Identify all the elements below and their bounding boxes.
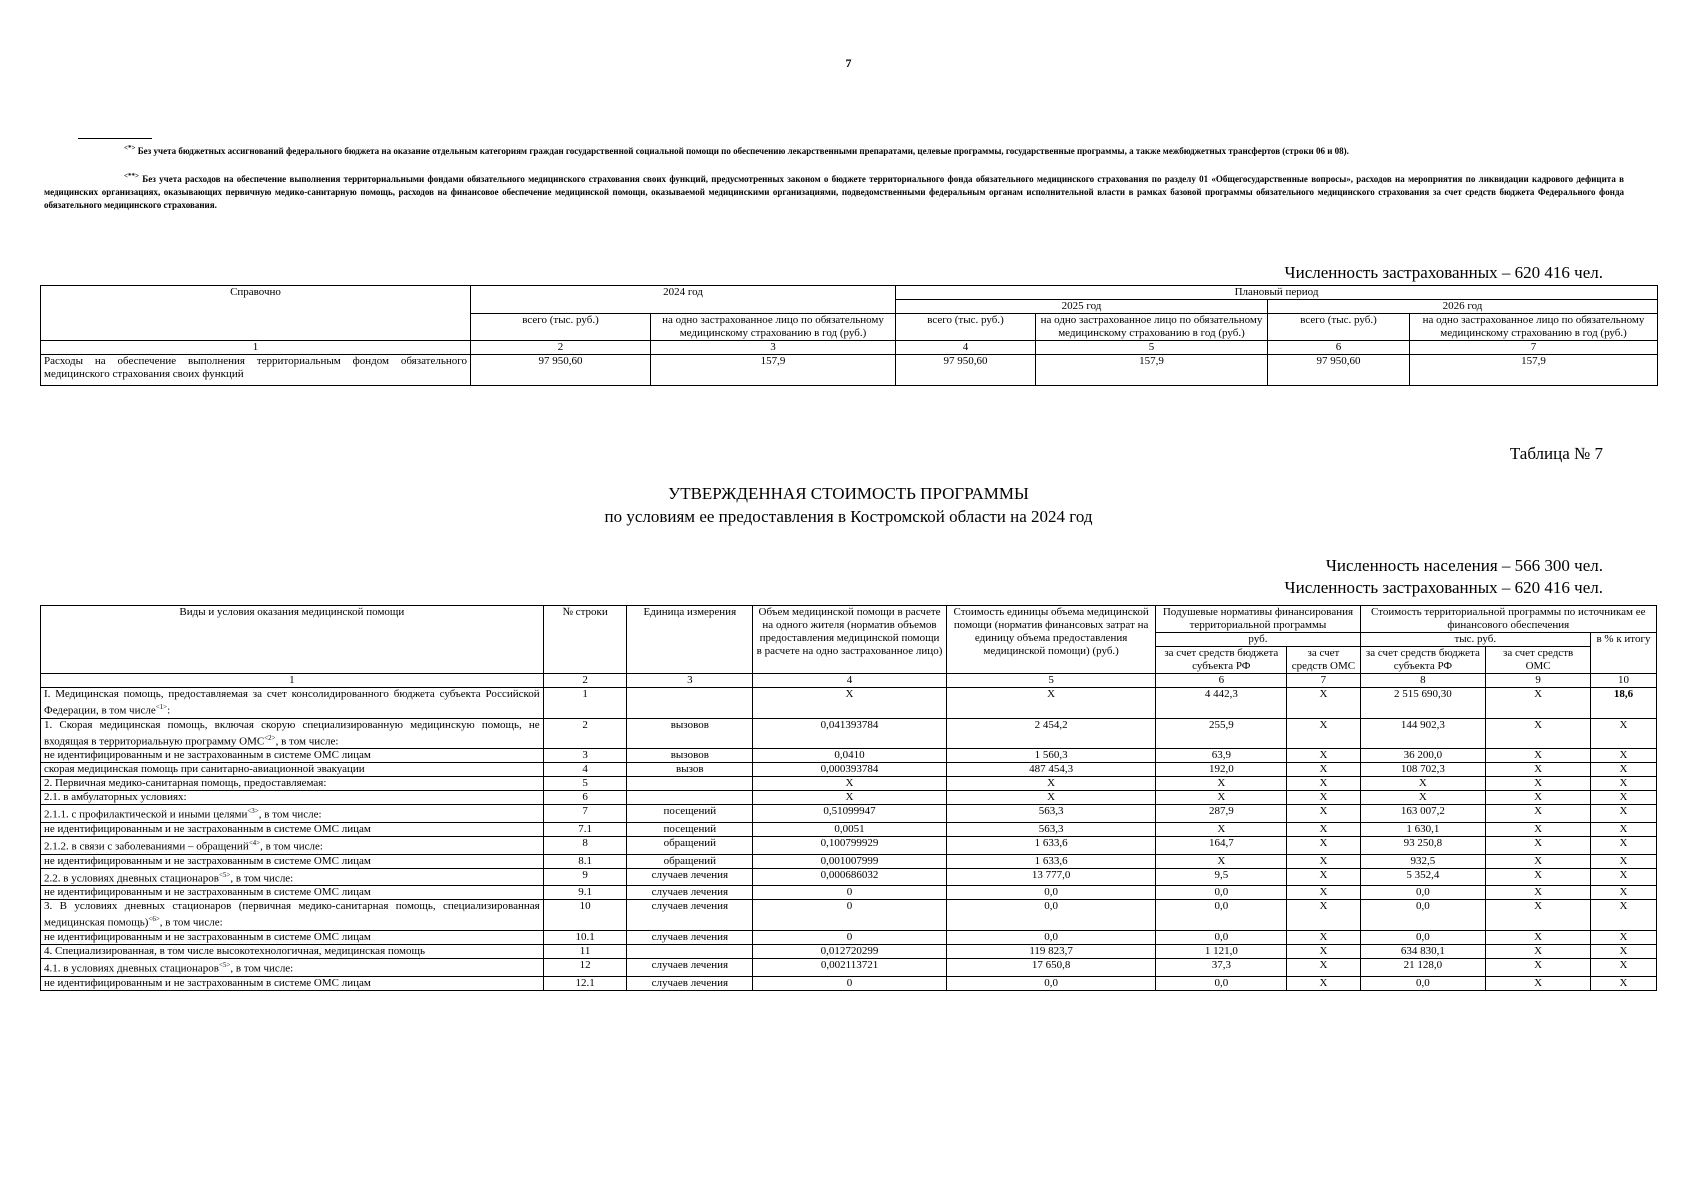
cost-oms-cell: X: [1486, 749, 1591, 763]
volume-cell: 0,100799929: [753, 836, 947, 854]
volume-cell: X: [753, 791, 947, 805]
percap-oms-cell: X: [1287, 886, 1360, 900]
footnote-ref: <5>: [219, 960, 231, 969]
footnote-ref: <5>: [219, 870, 231, 879]
cost-oms-cell: X: [1486, 930, 1591, 944]
row-number: 12.1: [543, 976, 627, 990]
column-number: 10: [1590, 674, 1656, 688]
row-label: Расходы на обеспечение выполнения территориальным фондом обязательного медицинского страхования своих функций: [41, 355, 471, 386]
cost-oms-cell: X: [1486, 718, 1591, 749]
volume-cell: 0,012720299: [753, 944, 947, 958]
row-label-text: 4.1. в условиях дневных стационаров: [44, 962, 219, 975]
header-row-number: № строки: [543, 606, 627, 674]
row-label-text: скорая медицинская помощь при санитарно-авиационной эвакуации: [44, 763, 365, 776]
cost-budget-cell: X: [1360, 791, 1486, 805]
unit-cost-cell: 13 777,0: [946, 868, 1155, 886]
percap-budget-cell: 0,0: [1156, 886, 1287, 900]
footnote-ref: <2>: [264, 733, 276, 742]
row-label: [41, 688, 544, 719]
unit-cell: случаев лечения: [627, 976, 753, 990]
row-number: 11: [543, 944, 627, 958]
percap-oms-cell: X: [1287, 688, 1360, 719]
page-title: УТВЕРЖДЕННАЯ СТОИМОСТЬ ПРОГРАММЫ: [668, 484, 1029, 503]
header-2025: 2025 год: [896, 300, 1268, 314]
percent-cell: X: [1590, 976, 1656, 990]
cost-oms-cell: X: [1486, 958, 1591, 976]
unit-cell: вызовов: [627, 718, 753, 749]
volume-cell: 0: [753, 930, 947, 944]
unit-cost-cell: 1 633,6: [946, 836, 1155, 854]
row-number: 2: [543, 718, 627, 749]
row-label: [41, 854, 544, 868]
table-row: [41, 805, 1657, 823]
volume-cell: 0: [753, 886, 947, 900]
percap-oms-cell: X: [1287, 976, 1360, 990]
column-number: 5: [946, 674, 1155, 688]
table-row: [41, 854, 1657, 868]
volume-cell: X: [753, 688, 947, 719]
percap-budget-cell: 1 121,0: [1156, 944, 1287, 958]
percent-cell: X: [1590, 854, 1656, 868]
unit-cell: посещений: [627, 805, 753, 823]
unit-cell: посещений: [627, 822, 753, 836]
row-number: 10.1: [543, 930, 627, 944]
footnote-1-text: Без учета бюджетных ассигнований федерального бюджета на оказание отдельным категориям граждан государственной социальной помощи по обеспечению лекарственными препаратами, целевые программы, государственные программы, а также межбюджетных трансфертов (строки 06 и 08).: [137, 146, 1349, 156]
column-number: 7: [1287, 674, 1360, 688]
unit-cost-cell: 1 560,3: [946, 749, 1155, 763]
percap-budget-cell: X: [1156, 777, 1287, 791]
percap-budget-cell: 255,9: [1156, 718, 1287, 749]
percap-budget-cell: 0,0: [1156, 900, 1287, 931]
unit-cost-cell: 487 454,3: [946, 763, 1155, 777]
cost-oms-cell: X: [1486, 805, 1591, 823]
row-number: 12: [543, 958, 627, 976]
column-number: 7: [1410, 341, 1658, 355]
cost-oms-cell: X: [1486, 763, 1591, 777]
unit-cost-cell: 563,3: [946, 822, 1155, 836]
row-label: [41, 718, 544, 749]
cost-oms-cell: X: [1486, 976, 1591, 990]
cell: 97 950,60: [896, 355, 1036, 386]
row-label: [41, 777, 544, 791]
percap-oms-cell: X: [1287, 958, 1360, 976]
header-2024: 2024 год: [471, 286, 896, 314]
volume-cell: 0: [753, 900, 947, 931]
row-number: 8.1: [543, 854, 627, 868]
column-number: 8: [1360, 674, 1486, 688]
percap-budget-cell: 63,9: [1156, 749, 1287, 763]
header-total: всего (тыс. руб.): [471, 314, 651, 341]
row-label-text: 2. Первичная медико-санитарная помощь, предоставляемая:: [44, 777, 327, 790]
percent-cell: X: [1590, 868, 1656, 886]
table-row: [41, 749, 1657, 763]
volume-cell: 0,000686032: [753, 868, 947, 886]
cell: 157,9: [1036, 355, 1268, 386]
row-label: [41, 822, 544, 836]
cost-budget-cell: 932,5: [1360, 854, 1486, 868]
footnote-2-mark: <**>: [124, 172, 139, 180]
header-oms: за счет средств ОМС: [1287, 647, 1360, 674]
row-number: 6: [543, 791, 627, 805]
percap-budget-cell: X: [1156, 822, 1287, 836]
percap-oms-cell: X: [1287, 763, 1360, 777]
cost-budget-cell: 0,0: [1360, 886, 1486, 900]
unit-cell: случаев лечения: [627, 958, 753, 976]
percap-budget-cell: 4 442,3: [1156, 688, 1287, 719]
column-number: 2: [471, 341, 651, 355]
row-label: [41, 805, 544, 823]
cost-oms-cell: X: [1486, 791, 1591, 805]
row-label-tail: , в том числе:: [258, 808, 322, 821]
cost-budget-cell: 93 250,8: [1360, 836, 1486, 854]
cost-budget-cell: 108 702,3: [1360, 763, 1486, 777]
row-label-text: 1. Скорая медицинская помощь, включая скорую специализированную медицинскую помощь, не входящая в территориальную программу ОМС: [44, 718, 540, 748]
header-volume: Объем медицинской помощи в расчете на одного жителя (норматив объемов предоставления медицинской помощи в расчете на одно застрахованное лицо): [753, 606, 947, 674]
row-label-text: 2.1.2. в связи с заболеваниями – обращений: [44, 840, 249, 853]
row-label-tail: , в том числе:: [260, 840, 323, 853]
header-total: всего (тыс. руб.): [896, 314, 1036, 341]
header-budget: за счет средств бюджета субъекта РФ: [1156, 647, 1287, 674]
unit-cost-cell: 17 650,8: [946, 958, 1155, 976]
column-number: 2: [543, 674, 627, 688]
header-reference: Справочно: [41, 286, 471, 341]
unit-cell: случаев лечения: [627, 868, 753, 886]
percap-oms-cell: X: [1287, 805, 1360, 823]
table-row: [41, 868, 1657, 886]
cost-budget-cell: 1 630,1: [1360, 822, 1486, 836]
unit-cell: [627, 777, 753, 791]
unit-cost-cell: X: [946, 777, 1155, 791]
row-label-text: не идентифицированным и не застрахованным в системе ОМС лицам: [44, 822, 371, 835]
percent-cell: X: [1590, 791, 1656, 805]
table-row: [41, 944, 1657, 958]
percap-oms-cell: X: [1287, 822, 1360, 836]
percap-oms-cell: X: [1287, 944, 1360, 958]
column-number: 1: [41, 674, 544, 688]
percap-budget-cell: 164,7: [1156, 836, 1287, 854]
unit-cost-cell: X: [946, 791, 1155, 805]
cost-oms-cell: X: [1486, 900, 1591, 931]
unit-cell: [627, 688, 753, 719]
unit-cost-cell: 0,0: [946, 886, 1155, 900]
row-label-text: 2.1.1. с профилактической и иными целями: [44, 808, 248, 821]
header-unit: Единица измерения: [627, 606, 753, 674]
percap-oms-cell: X: [1287, 718, 1360, 749]
row-label: [41, 886, 544, 900]
reference-table: [40, 285, 1658, 386]
row-label: [41, 930, 544, 944]
percent-cell: X: [1590, 763, 1656, 777]
unit-cell: вызов: [627, 763, 753, 777]
unit-cost-cell: 0,0: [946, 900, 1155, 931]
row-label-tail: , в том числе:: [275, 735, 339, 748]
row-label: [41, 976, 544, 990]
percap-budget-cell: 192,0: [1156, 763, 1287, 777]
row-label: [41, 868, 544, 886]
header-per-capita: Подушевые нормативы финансирования территориальной программы: [1156, 606, 1360, 633]
unit-cell: случаев лечения: [627, 886, 753, 900]
population-note: Численность населения – 566 300 чел.: [1325, 556, 1603, 575]
row-number: 9: [543, 868, 627, 886]
percap-oms-cell: X: [1287, 791, 1360, 805]
unit-cost-cell: X: [946, 688, 1155, 719]
column-number: 3: [627, 674, 753, 688]
table-row: [41, 688, 1657, 719]
table-row: [41, 930, 1657, 944]
cost-budget-cell: 634 830,1: [1360, 944, 1486, 958]
percent-cell: X: [1590, 930, 1656, 944]
header-kinds: Виды и условия оказания медицинской помощи: [41, 606, 544, 674]
percap-oms-cell: X: [1287, 900, 1360, 931]
percap-budget-cell: 37,3: [1156, 958, 1287, 976]
unit-cost-cell: 563,3: [946, 805, 1155, 823]
header-per-insured: на одно застрахованное лицо по обязательному медицинскому страхованию в год (руб.): [1036, 314, 1268, 341]
column-number: 4: [896, 341, 1036, 355]
row-number: 10: [543, 900, 627, 931]
cost-oms-cell: X: [1486, 854, 1591, 868]
percent-cell: X: [1590, 718, 1656, 749]
volume-cell: 0,51099947: [753, 805, 947, 823]
row-label-tail: , в том числе:: [230, 962, 294, 975]
row-label: [41, 749, 544, 763]
table-row: [41, 791, 1657, 805]
percent-cell: X: [1590, 749, 1656, 763]
row-label-text: 2.1. в амбулаторных условиях:: [44, 791, 187, 804]
footnote-1-mark: <*>: [124, 144, 136, 152]
cost-budget-cell: 144 902,3: [1360, 718, 1486, 749]
percap-oms-cell: X: [1287, 868, 1360, 886]
table-row: [41, 777, 1657, 791]
unit-cost-cell: 0,0: [946, 976, 1155, 990]
insured-count-note: Численность застрахованных – 620 416 чел.: [1284, 263, 1603, 282]
volume-cell: 0,002113721: [753, 958, 947, 976]
unit-cost-cell: 0,0: [946, 930, 1155, 944]
header-rub: руб.: [1156, 633, 1360, 647]
footnote-rule: [78, 138, 152, 139]
percent-cell: X: [1590, 805, 1656, 823]
cost-oms-cell: X: [1486, 868, 1591, 886]
cost-oms-cell: X: [1486, 944, 1591, 958]
footnote-ref: <1>: [155, 703, 168, 711]
percap-oms-cell: X: [1287, 836, 1360, 854]
header-budget: за счет средств бюджета субъекта РФ: [1360, 647, 1486, 674]
volume-cell: 0,0410: [753, 749, 947, 763]
column-number: 9: [1486, 674, 1591, 688]
row-label: [41, 791, 544, 805]
percent-cell: X: [1590, 822, 1656, 836]
cost-budget-cell: 163 007,2: [1360, 805, 1486, 823]
row-label-tail: :: [167, 704, 171, 717]
column-number: 4: [753, 674, 947, 688]
percent-cell: X: [1590, 777, 1656, 791]
row-label: [41, 944, 544, 958]
cost-budget-cell: 2 515 690,30: [1360, 688, 1486, 719]
percap-budget-cell: 0,0: [1156, 976, 1287, 990]
cost-oms-cell: X: [1486, 822, 1591, 836]
percap-budget-cell: 287,9: [1156, 805, 1287, 823]
row-label-text: не идентифицированным и не застрахованным в системе ОМС лицам: [44, 886, 371, 899]
percent-cell: X: [1590, 886, 1656, 900]
header-per-insured: на одно застрахованное лицо по обязательному медицинскому страхованию в год (руб.): [651, 314, 896, 341]
percent-cell: 18,6: [1590, 688, 1656, 719]
header-per-insured: на одно застрахованное лицо по обязательному медицинскому страхованию в год (руб.): [1410, 314, 1658, 341]
percap-budget-cell: X: [1156, 854, 1287, 868]
column-number: 6: [1156, 674, 1287, 688]
program-cost-table: [40, 605, 1657, 991]
percap-oms-cell: X: [1287, 777, 1360, 791]
cost-budget-cell: 0,0: [1360, 976, 1486, 990]
table-row: [41, 958, 1657, 976]
table-row: [41, 900, 1657, 931]
volume-cell: 0,001007999: [753, 854, 947, 868]
column-number: 6: [1268, 341, 1410, 355]
cost-oms-cell: X: [1486, 688, 1591, 719]
cost-budget-cell: 5 352,4: [1360, 868, 1486, 886]
row-label-text: не идентифицированным и не застрахованным в системе ОМС лицам: [44, 749, 371, 762]
unit-cost-cell: 2 454,2: [946, 718, 1155, 749]
cell: 157,9: [651, 355, 896, 386]
unit-cost-cell: 119 823,7: [946, 944, 1155, 958]
row-label-text: I. Медицинская помощь, предоставляемая за счет консолидированного бюджета субъекта Российской Федерации, в том числе: [44, 688, 540, 717]
row-number: 5: [543, 777, 627, 791]
row-number: 7.1: [543, 822, 627, 836]
row-label-text: не идентифицированным и не застрахованным в системе ОМС лицам: [44, 930, 371, 943]
percap-oms-cell: X: [1287, 930, 1360, 944]
footnote-ref: <6>: [148, 915, 160, 924]
header-program-cost: Стоимость территориальной программы по источникам ее финансового обеспечения: [1360, 606, 1656, 633]
volume-cell: 0,041393784: [753, 718, 947, 749]
cost-oms-cell: X: [1486, 886, 1591, 900]
cost-budget-cell: 36 200,0: [1360, 749, 1486, 763]
column-numbers-row: [41, 341, 1658, 355]
table-row: [41, 886, 1657, 900]
unit-cell: обращений: [627, 854, 753, 868]
volume-cell: X: [753, 777, 947, 791]
unit-cell: обращений: [627, 836, 753, 854]
row-label-text: не идентифицированным и не застрахованным в системе ОМС лицам: [44, 854, 371, 867]
footnote-ref: <4>: [248, 838, 261, 847]
cost-budget-cell: 0,0: [1360, 900, 1486, 931]
row-label-text: 2.2. в условиях дневных стационаров: [44, 872, 219, 885]
row-label-text: 4. Специализированная, в том числе высокотехнологичная, медицинская помощь: [44, 944, 426, 957]
row-number: 9.1: [543, 886, 627, 900]
unit-cell: случаев лечения: [627, 930, 753, 944]
page-subtitle: по условиям ее предоставления в Костромской области на 2024 год: [604, 507, 1093, 526]
cost-budget-cell: 21 128,0: [1360, 958, 1486, 976]
column-numbers-row: [41, 674, 1657, 688]
percap-oms-cell: X: [1287, 749, 1360, 763]
table-row: [41, 355, 1658, 386]
percent-cell: X: [1590, 900, 1656, 931]
volume-cell: 0,000393784: [753, 763, 947, 777]
cell: 97 950,60: [471, 355, 651, 386]
row-label-tail: , в том числе:: [159, 916, 223, 929]
table-row: [41, 836, 1657, 854]
unit-cell: [627, 944, 753, 958]
unit-cell: случаев лечения: [627, 900, 753, 931]
header-2026: 2026 год: [1268, 300, 1658, 314]
cost-oms-cell: X: [1486, 836, 1591, 854]
percap-budget-cell: 0,0: [1156, 930, 1287, 944]
table-row: [41, 822, 1657, 836]
cell: 97 950,60: [1268, 355, 1410, 386]
header-unit-cost: Стоимость единицы объема медицинской помощи (норматив финансовых затрат на единицу объема предоставления медицинской помощи) (руб.): [946, 606, 1155, 674]
cost-budget-cell: 0,0: [1360, 930, 1486, 944]
row-number: 1: [543, 688, 627, 719]
table-row: [41, 763, 1657, 777]
header-percent-total: в % к итогу: [1590, 633, 1656, 674]
page-number: 7: [845, 56, 852, 70]
row-label-text: 3. В условиях дневных стационаров (первичная медико-санитарная помощь, специализированная медицинская помощь): [44, 900, 540, 929]
percap-oms-cell: X: [1287, 854, 1360, 868]
row-label-text: не идентифицированным и не застрахованным в системе ОМС лицам: [44, 976, 371, 989]
footnote-2-text: Без учета расходов на обеспечение выполнения территориальными фондами обязательного медицинского страхования своих функций, предусмотренных законом о бюджете территориального фонда обязательного медицинского страхования по разделу 01 «Общегосударственные вопросы», расходов на мероприятия по ликвидации кадрового дефицита в медицинских организациях, оказывающих первичную медико-санитарную помощь, расходов на финансовое обеспечение медицинской помощи, оказываемой медицинскими организациями, подведомственными федеральным органам исполнительной власти в рамках базовой программы обязательного медицинского страхования за счет средств бюджета Федерального фонда обязательного медицинского страхования.: [44, 174, 1624, 210]
row-label-tail: , в том числе:: [230, 872, 294, 885]
column-number: 3: [651, 341, 896, 355]
unit-cell: вызовов: [627, 749, 753, 763]
row-number: 3: [543, 749, 627, 763]
percent-cell: X: [1590, 944, 1656, 958]
volume-cell: 0,0051: [753, 822, 947, 836]
table-row: [41, 976, 1657, 990]
header-oms: за счет средств ОМС: [1486, 647, 1591, 674]
row-label: [41, 958, 544, 976]
row-number: 4: [543, 763, 627, 777]
row-number: 8: [543, 836, 627, 854]
footnote-ref: <3>: [247, 807, 259, 816]
unit-cell: [627, 791, 753, 805]
percap-budget-cell: 9,5: [1156, 868, 1287, 886]
percap-budget-cell: X: [1156, 791, 1287, 805]
row-label: [41, 836, 544, 854]
cost-oms-cell: X: [1486, 777, 1591, 791]
percent-cell: X: [1590, 958, 1656, 976]
row-label: [41, 763, 544, 777]
table-row: [41, 718, 1657, 749]
column-number: 5: [1036, 341, 1268, 355]
percent-cell: X: [1590, 836, 1656, 854]
insured-count-note-2: Численность застрахованных – 620 416 чел.: [1284, 578, 1603, 597]
row-label: [41, 900, 544, 931]
header-plan-period: Плановый период: [896, 286, 1658, 300]
row-number: 7: [543, 805, 627, 823]
column-number: 1: [41, 341, 471, 355]
header-thous-rub: тыс. руб.: [1360, 633, 1590, 647]
volume-cell: 0: [753, 976, 947, 990]
header-total: всего (тыс. руб.): [1268, 314, 1410, 341]
cost-budget-cell: X: [1360, 777, 1486, 791]
unit-cost-cell: 1 633,6: [946, 854, 1155, 868]
footnote-2: [44, 170, 1624, 212]
cell: 157,9: [1410, 355, 1658, 386]
footnote-1: [44, 142, 1624, 158]
table-label: Таблица № 7: [1509, 444, 1603, 463]
